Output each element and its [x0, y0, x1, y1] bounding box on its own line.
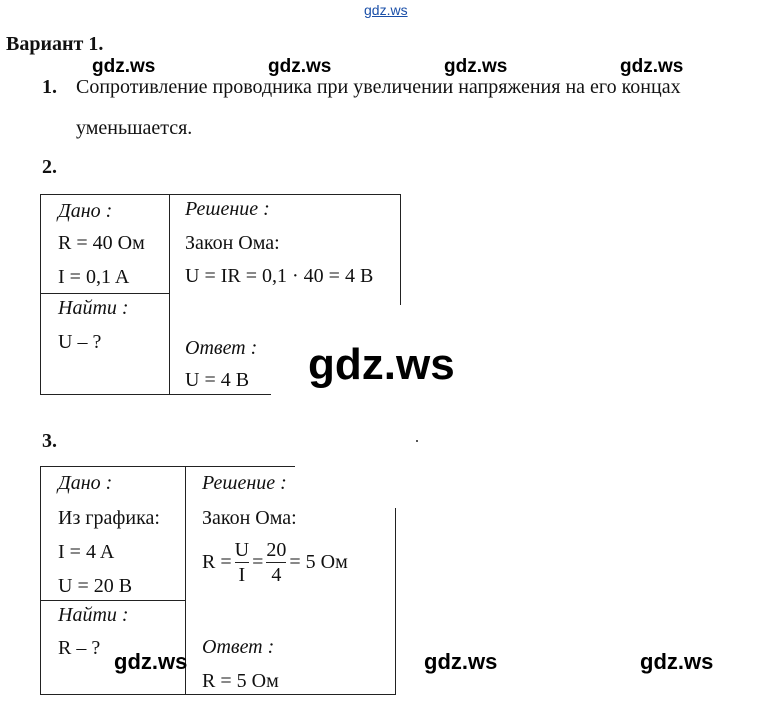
q3-number: 3.: [42, 430, 57, 452]
q2-find: U – ?: [58, 331, 102, 353]
q2-solution-label: Решение :: [185, 198, 270, 220]
q3-solution-label: Решение :: [202, 472, 287, 494]
q3-formula-lhs: R =: [202, 551, 232, 573]
q2-answer-label: Ответ :: [185, 337, 258, 359]
watermark: gdz.ws: [444, 56, 508, 77]
q3-given-u: U = 20 B: [58, 575, 133, 597]
q3-frac1-num: U: [234, 539, 250, 561]
watermark: gdz.ws: [114, 649, 188, 674]
watermark-center: gdz.ws: [308, 340, 455, 389]
q3-formula-eq: =: [252, 551, 264, 573]
watermark: gdz.ws: [620, 56, 684, 77]
q3-find: R – ?: [58, 637, 101, 659]
watermark: gdz.ws: [640, 649, 714, 674]
q2-formula: U = IR = 0,1 · 40 = 4 B: [185, 265, 374, 287]
q2-number: 2.: [42, 156, 57, 178]
q1-text-line2: уменьшается.: [76, 117, 193, 139]
q1-number: 1.: [42, 76, 57, 98]
q3-frac2-den: 4: [271, 564, 282, 586]
q3-fraction-values: [266, 538, 286, 587]
q3-formula: [202, 538, 348, 587]
q3-find-label: Найти :: [58, 604, 129, 626]
q3-answer-label: Ответ :: [202, 636, 275, 658]
watermark: gdz.ws: [92, 56, 156, 77]
q1-text-line1: Сопротивление проводника при увеличении напряжения на его концах: [76, 76, 681, 98]
q2-answer: U = 4 B: [185, 369, 250, 391]
q2-find-label: Найти :: [58, 297, 129, 319]
watermark: gdz.ws: [424, 649, 498, 674]
q3-given-source: Из графика:: [58, 507, 160, 529]
q2-given-label: Дано :: [58, 200, 113, 222]
q2-law: Закон Ома:: [185, 232, 280, 254]
q3-law: Закон Ома:: [202, 507, 297, 529]
q2-given-r: R = 40 Ом: [58, 232, 145, 254]
q3-frac2-num: 20: [266, 539, 287, 561]
q3-answer: R = 5 Ом: [202, 670, 279, 692]
q3-fraction-ui: [235, 538, 249, 587]
q3-given-label: Дано :: [58, 472, 113, 494]
q3-formula-rhs: = 5 Ом: [289, 551, 348, 573]
q2-given-i: I = 0,1 A: [58, 266, 130, 288]
watermark-top: gdz.ws: [364, 2, 408, 18]
q3-given-i: I = 4 A: [58, 541, 115, 563]
dot: [416, 440, 418, 442]
q3-frac1-den: I: [238, 564, 246, 586]
variant-heading: Вариант 1.: [6, 33, 104, 55]
watermark: gdz.ws: [268, 56, 332, 77]
